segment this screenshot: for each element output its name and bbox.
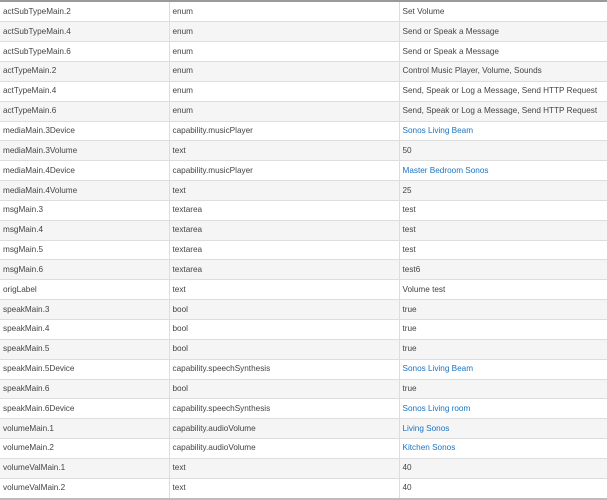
table-row [0, 478, 607, 498]
setting-type-cell: enum [169, 42, 399, 62]
table-row [0, 101, 607, 121]
device-link[interactable]: Sonos Living Beam [399, 121, 607, 141]
table-row [0, 260, 607, 280]
setting-type-cell: enum [169, 2, 399, 22]
setting-type-cell: text [169, 141, 399, 161]
setting-name-cell: msgMain.4 [0, 220, 169, 240]
settings-table-body [0, 2, 607, 498]
setting-type-cell: enum [169, 81, 399, 101]
setting-type-cell: bool [169, 300, 399, 320]
setting-type-cell: text [169, 181, 399, 201]
setting-value-cell: Control Music Player, Volume, Sounds [399, 62, 607, 82]
table-row [0, 181, 607, 201]
table-row [0, 359, 607, 379]
setting-type-cell: enum [169, 101, 399, 121]
table-row [0, 161, 607, 181]
table-row [0, 2, 607, 22]
device-link[interactable]: Sonos Living room [399, 399, 607, 419]
setting-value-cell: Send or Speak a Message [399, 22, 607, 42]
setting-type-cell: enum [169, 22, 399, 42]
setting-type-cell: bool [169, 379, 399, 399]
setting-name-cell: mediaMain.3Volume [0, 141, 169, 161]
setting-type-cell: textarea [169, 220, 399, 240]
setting-name-cell: actTypeMain.2 [0, 62, 169, 82]
setting-name-cell: actSubTypeMain.2 [0, 2, 169, 22]
setting-name-cell: actSubTypeMain.6 [0, 42, 169, 62]
setting-value-cell: 25 [399, 181, 607, 201]
setting-value-cell: 40 [399, 478, 607, 498]
setting-type-cell: capability.audioVolume [169, 439, 399, 459]
table-row [0, 121, 607, 141]
table-row [0, 399, 607, 419]
setting-name-cell: mediaMain.4Volume [0, 181, 169, 201]
setting-name-cell: msgMain.5 [0, 240, 169, 260]
device-link[interactable]: Living Sonos [399, 419, 607, 439]
table-row [0, 419, 607, 439]
setting-value-cell: test [399, 240, 607, 260]
device-link[interactable]: Kitchen Sonos [399, 439, 607, 459]
setting-type-cell: text [169, 280, 399, 300]
setting-name-cell: speakMain.6Device [0, 399, 169, 419]
table-row [0, 81, 607, 101]
table-row [0, 458, 607, 478]
table-row [0, 320, 607, 340]
table-row [0, 439, 607, 459]
setting-name-cell: speakMain.6 [0, 379, 169, 399]
setting-name-cell: speakMain.4 [0, 320, 169, 340]
setting-value-cell: true [399, 339, 607, 359]
setting-value-cell: 40 [399, 458, 607, 478]
setting-value-cell: test6 [399, 260, 607, 280]
setting-value-cell: true [399, 379, 607, 399]
setting-name-cell: actTypeMain.6 [0, 101, 169, 121]
setting-name-cell: speakMain.3 [0, 300, 169, 320]
table-row [0, 62, 607, 82]
table-row [0, 42, 607, 62]
setting-type-cell: textarea [169, 260, 399, 280]
setting-value-cell: test [399, 200, 607, 220]
setting-name-cell: mediaMain.3Device [0, 121, 169, 141]
setting-type-cell: capability.musicPlayer [169, 161, 399, 181]
setting-type-cell: text [169, 458, 399, 478]
setting-name-cell: mediaMain.4Device [0, 161, 169, 181]
settings-table [0, 2, 607, 499]
setting-value-cell: test [399, 220, 607, 240]
setting-name-cell: actSubTypeMain.4 [0, 22, 169, 42]
setting-type-cell: bool [169, 339, 399, 359]
setting-value-cell: Send, Speak or Log a Message, Send HTTP Request [399, 101, 607, 121]
setting-value-cell: Send, Speak or Log a Message, Send HTTP Request [399, 81, 607, 101]
table-row [0, 200, 607, 220]
setting-name-cell: actTypeMain.4 [0, 81, 169, 101]
table-row [0, 141, 607, 161]
setting-name-cell: volumeMain.1 [0, 419, 169, 439]
setting-name-cell: msgMain.3 [0, 200, 169, 220]
table-row [0, 300, 607, 320]
setting-type-cell: capability.musicPlayer [169, 121, 399, 141]
setting-type-cell: enum [169, 62, 399, 82]
setting-type-cell: textarea [169, 240, 399, 260]
setting-value-cell: Send or Speak a Message [399, 42, 607, 62]
device-link[interactable]: Sonos Living Beam [399, 359, 607, 379]
setting-name-cell: volumeValMain.2 [0, 478, 169, 498]
setting-type-cell: capability.speechSynthesis [169, 399, 399, 419]
table-row [0, 220, 607, 240]
setting-value-cell: 50 [399, 141, 607, 161]
setting-value-cell: Volume test [399, 280, 607, 300]
setting-value-cell: Set Volume [399, 2, 607, 22]
setting-name-cell: volumeMain.2 [0, 439, 169, 459]
table-row [0, 339, 607, 359]
table-row [0, 379, 607, 399]
setting-value-cell: true [399, 300, 607, 320]
setting-name-cell: volumeValMain.1 [0, 458, 169, 478]
setting-name-cell: msgMain.6 [0, 260, 169, 280]
setting-type-cell: capability.speechSynthesis [169, 359, 399, 379]
setting-type-cell: bool [169, 320, 399, 340]
setting-name-cell: origLabel [0, 280, 169, 300]
table-row [0, 280, 607, 300]
table-row [0, 240, 607, 260]
setting-value-cell: true [399, 320, 607, 340]
setting-type-cell: textarea [169, 200, 399, 220]
table-row [0, 22, 607, 42]
setting-name-cell: speakMain.5 [0, 339, 169, 359]
setting-type-cell: text [169, 478, 399, 498]
setting-type-cell: capability.audioVolume [169, 419, 399, 439]
device-link[interactable]: Master Bedroom Sonos [399, 161, 607, 181]
setting-name-cell: speakMain.5Device [0, 359, 169, 379]
